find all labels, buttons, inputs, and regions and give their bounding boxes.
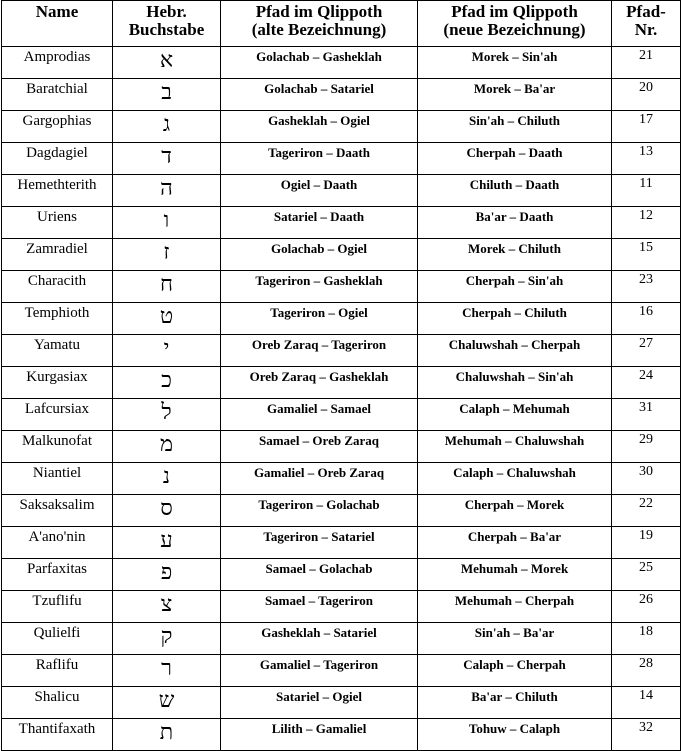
table-header <box>2 1 681 47</box>
table-row <box>2 591 681 623</box>
row-new-path: Morek – Sin'ah <box>418 47 612 79</box>
row-hebrew-letter: ח <box>113 271 221 303</box>
table-row <box>2 399 681 431</box>
row-old-path: Gasheklah – Satariel <box>221 623 418 655</box>
row-path-number: 24 <box>612 367 681 399</box>
row-old-path: Gamaliel – Tageriron <box>221 655 418 687</box>
row-old-path: Samael – Golachab <box>221 559 418 591</box>
row-new-path: Mehumah – Cherpah <box>418 591 612 623</box>
row-hebrew-letter: י <box>113 335 221 367</box>
qlippoth-paths-table <box>1 0 681 751</box>
row-path-number: 30 <box>612 463 681 495</box>
row-name: Saksaksalim <box>2 495 113 527</box>
table-row <box>2 495 681 527</box>
header-row <box>2 1 681 47</box>
row-path-number: 26 <box>612 591 681 623</box>
row-path-number: 32 <box>612 719 681 751</box>
table-row <box>2 207 681 239</box>
header-nr-line1: Pfad- <box>626 2 666 21</box>
row-name: Thantifaxath <box>2 719 113 751</box>
row-old-path: Samael – Tageriron <box>221 591 418 623</box>
row-new-path: Ba'ar – Chiluth <box>418 687 612 719</box>
row-old-path: Golachab – Ogiel <box>221 239 418 271</box>
header-old-line2: (alte Bezeichnung) <box>251 20 387 39</box>
header-letter-line1: Hebr. <box>146 2 187 21</box>
row-old-path: Lilith – Gamaliel <box>221 719 418 751</box>
row-path-number: 16 <box>612 303 681 335</box>
header-new-path <box>418 1 612 47</box>
row-path-number: 27 <box>612 335 681 367</box>
row-name: Shalicu <box>2 687 113 719</box>
row-new-path: Cherpah – Daath <box>418 143 612 175</box>
row-name: Zamradiel <box>2 239 113 271</box>
table-row <box>2 367 681 399</box>
row-old-path: Satariel – Ogiel <box>221 687 418 719</box>
header-new-line1: Pfad im Qlippoth <box>451 2 578 21</box>
row-path-number: 22 <box>612 495 681 527</box>
row-old-path: Gamaliel – Samael <box>221 399 418 431</box>
row-old-path: Tageriron – Gasheklah <box>221 271 418 303</box>
row-hebrew-letter: ק <box>113 623 221 655</box>
row-old-path: Golachab – Satariel <box>221 79 418 111</box>
row-new-path: Cherpah – Ba'ar <box>418 527 612 559</box>
row-old-path: Golachab – Gasheklah <box>221 47 418 79</box>
header-nr-line2: Nr. <box>634 20 658 39</box>
row-hebrew-letter: ד <box>113 143 221 175</box>
row-path-number: 14 <box>612 687 681 719</box>
row-name: Malkunofat <box>2 431 113 463</box>
table-row <box>2 719 681 751</box>
row-new-path: Morek – Chiluth <box>418 239 612 271</box>
row-old-path: Gasheklah – Ogiel <box>221 111 418 143</box>
row-hebrew-letter: ש <box>113 687 221 719</box>
row-path-number: 19 <box>612 527 681 559</box>
row-hebrew-letter: כ <box>113 367 221 399</box>
row-hebrew-letter: ט <box>113 303 221 335</box>
row-hebrew-letter: ר <box>113 655 221 687</box>
row-new-path: Chaluwshah – Cherpah <box>418 335 612 367</box>
row-hebrew-letter: ס <box>113 495 221 527</box>
row-name: Hemethterith <box>2 175 113 207</box>
row-old-path: Samael – Oreb Zaraq <box>221 431 418 463</box>
row-path-number: 20 <box>612 79 681 111</box>
row-path-number: 25 <box>612 559 681 591</box>
row-name: A'ano'nin <box>2 527 113 559</box>
row-name: Baratchial <box>2 79 113 111</box>
row-name: Dagdagiel <box>2 143 113 175</box>
row-hebrew-letter: ו <box>113 207 221 239</box>
table-body <box>2 47 681 751</box>
table-row <box>2 687 681 719</box>
row-new-path: Mehumah – Chaluwshah <box>418 431 612 463</box>
header-name-label: Name <box>35 2 79 21</box>
header-old-path <box>221 1 418 47</box>
row-new-path: Tohuw – Calaph <box>418 719 612 751</box>
row-name: Kurgasiax <box>2 367 113 399</box>
row-name: Raflifu <box>2 655 113 687</box>
row-name: Characith <box>2 271 113 303</box>
row-hebrew-letter: ע <box>113 527 221 559</box>
header-new-line2: (neue Bezeichnung) <box>443 20 586 39</box>
table-row <box>2 271 681 303</box>
row-name: Uriens <box>2 207 113 239</box>
row-old-path: Tageriron – Daath <box>221 143 418 175</box>
row-old-path: Tageriron – Ogiel <box>221 303 418 335</box>
row-new-path: Ba'ar – Daath <box>418 207 612 239</box>
row-name: Temphioth <box>2 303 113 335</box>
row-name: Qulielfi <box>2 623 113 655</box>
row-hebrew-letter: ז <box>113 239 221 271</box>
row-old-path: Satariel – Daath <box>221 207 418 239</box>
row-path-number: 13 <box>612 143 681 175</box>
row-hebrew-letter: ג <box>113 111 221 143</box>
table-row <box>2 79 681 111</box>
table-row <box>2 111 681 143</box>
row-new-path: Morek – Ba'ar <box>418 79 612 111</box>
table-row <box>2 431 681 463</box>
row-path-number: 15 <box>612 239 681 271</box>
table-row <box>2 143 681 175</box>
row-hebrew-letter: ת <box>113 719 221 751</box>
row-new-path: Calaph – Cherpah <box>418 655 612 687</box>
table-row <box>2 47 681 79</box>
row-hebrew-letter: ל <box>113 399 221 431</box>
row-old-path: Tageriron – Satariel <box>221 527 418 559</box>
row-new-path: Chiluth – Daath <box>418 175 612 207</box>
row-hebrew-letter: ב <box>113 79 221 111</box>
row-new-path: Calaph – Mehumah <box>418 399 612 431</box>
table-row <box>2 175 681 207</box>
row-new-path: Cherpah – Morek <box>418 495 612 527</box>
table-row <box>2 527 681 559</box>
header-path-number <box>612 1 681 47</box>
row-new-path: Sin'ah – Chiluth <box>418 111 612 143</box>
row-path-number: 12 <box>612 207 681 239</box>
header-old-line1: Pfad im Qlippoth <box>255 2 383 21</box>
row-hebrew-letter: ה <box>113 175 221 207</box>
row-hebrew-letter: מ <box>113 431 221 463</box>
row-new-path: Cherpah – Sin'ah <box>418 271 612 303</box>
row-path-number: 21 <box>612 47 681 79</box>
header-name <box>2 1 113 47</box>
row-hebrew-letter: א <box>113 47 221 79</box>
table-row <box>2 623 681 655</box>
table-row <box>2 239 681 271</box>
table-row <box>2 655 681 687</box>
row-name: Tzuflifu <box>2 591 113 623</box>
row-path-number: 17 <box>612 111 681 143</box>
row-hebrew-letter: צ <box>113 591 221 623</box>
row-old-path: Tageriron – Golachab <box>221 495 418 527</box>
row-path-number: 18 <box>612 623 681 655</box>
table-row <box>2 303 681 335</box>
row-new-path: Cherpah – Chiluth <box>418 303 612 335</box>
row-name: Gargophias <box>2 111 113 143</box>
row-old-path: Oreb Zaraq – Tageriron <box>221 335 418 367</box>
row-path-number: 11 <box>612 175 681 207</box>
table-row <box>2 463 681 495</box>
header-letter <box>113 1 221 47</box>
table-row <box>2 335 681 367</box>
header-letter-line2: Buchstabe <box>128 20 205 39</box>
row-name: Amprodias <box>2 47 113 79</box>
table-row <box>2 559 681 591</box>
row-name: Lafcursiax <box>2 399 113 431</box>
row-new-path: Chaluwshah – Sin'ah <box>418 367 612 399</box>
row-old-path: Oreb Zaraq – Gasheklah <box>221 367 418 399</box>
row-name: Parfaxitas <box>2 559 113 591</box>
row-path-number: 31 <box>612 399 681 431</box>
row-hebrew-letter: פ <box>113 559 221 591</box>
row-old-path: Ogiel – Daath <box>221 175 418 207</box>
row-hebrew-letter: נ <box>113 463 221 495</box>
row-name: Niantiel <box>2 463 113 495</box>
row-path-number: 28 <box>612 655 681 687</box>
row-new-path: Calaph – Chaluwshah <box>418 463 612 495</box>
row-path-number: 23 <box>612 271 681 303</box>
row-old-path: Gamaliel – Oreb Zaraq <box>221 463 418 495</box>
row-new-path: Sin'ah – Ba'ar <box>418 623 612 655</box>
row-path-number: 29 <box>612 431 681 463</box>
row-new-path: Mehumah – Morek <box>418 559 612 591</box>
row-name: Yamatu <box>2 335 113 367</box>
